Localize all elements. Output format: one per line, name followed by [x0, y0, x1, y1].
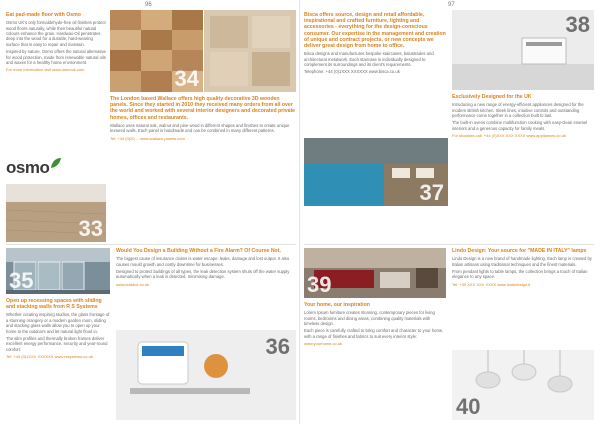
article-34-title: The London based Wallace offers high quality decorative 3D wooden panels. Since they started in 2010 they received many orders from all over the world and worked with several interior designers and decorated private homes, offices and restaurants.: [110, 96, 296, 121]
article-39-photo: [304, 248, 446, 298]
article-40-link[interactable]: Tel: +39 XXX XXX XXXX www.lindodesign.it: [452, 281, 531, 287]
article-40-title: Lindo Design: Your source for "MADE IN ITALY" lamps: [452, 248, 587, 254]
article-40-body2: From pendant lights to table lamps, the collection brings a touch of Italian elegance to any space.: [452, 269, 588, 280]
left-page-divider: [6, 244, 296, 245]
article-39-text: [304, 302, 446, 420]
article-39-body: Lorem Ipsum furniture creates stunning, contemporary pieces for living rooms, bedrooms and dining areas, combining quality materials with timeless design.: [304, 310, 435, 327]
article-34-photo: [110, 10, 203, 92]
article-35-photo: [6, 248, 110, 294]
article-34-number: 34: [174, 66, 199, 91]
article-40-body: Lindo Design is a new brand of handmade lighting. Each lamp is created by Italian artisans using traditional techniques and the finest materials.: [452, 256, 592, 267]
article-40-number: 40: [456, 394, 481, 419]
article-35-body2: The slim profiles and thermally broken frames deliver excellent energy performance, security and year-round comfort.: [6, 336, 108, 352]
article-34-text: [110, 96, 296, 236]
osmo-leaf-icon: [50, 157, 62, 169]
article-39-link[interactable]: www.yourhome.co.uk: [304, 341, 343, 347]
page-number-right: 97: [448, 2, 455, 8]
article-36-body: The biggest cause of insurance claims is water escape: leaks, damage and lost output. It also causes mould growth and costly downtime for businesses.: [116, 256, 290, 267]
wall-panel-detail-image: [204, 10, 296, 92]
article-36-photo: [116, 330, 296, 420]
article-33-body: Osmo UK's only formaldehyde-free oil finishes protect wood floors naturally, while their beautiful natural colours enhance the grain. Hardwax-Oil penetrates deep into the wood for a durable, hard-wearing surface that is easy to repair and maintain.: [6, 20, 106, 47]
article-33-title: Eat pad-made floor with Osmo: [6, 12, 81, 18]
article-34-body: Wallace uses natural oak, walnut and pine wood in different shapes and finishes to create unique textured walls. Each panel is handmade and can be combined in many different patterns.: [110, 122, 290, 134]
article-35-title: Open up recessing spaces with sliding and stacking walls from R S Systems: [6, 298, 102, 311]
article-38-photo: [452, 10, 594, 90]
article-38-body2: The built-in ovens combine multifunction cooking with easy-clean enamel interiors and a generous capacity for family meals.: [452, 120, 588, 131]
article-37-title: Bisca offers source, design and retail affordable, inspirational and crafted furniture, lighting and accessories - everything for the design-conscious consumer. Our expertise in the management and creation of unique and contract projects, or new concepts we deliver great design from home to office.: [304, 12, 446, 50]
article-34-side-photo: [204, 10, 296, 92]
article-38-text: [452, 94, 594, 244]
article-37-photo: [304, 138, 448, 206]
article-34-link[interactable]: Tel: +44 (0)20 ... www.wallace-panels.com: [110, 135, 185, 141]
article-40-photo: [452, 350, 594, 420]
article-33-photo: [6, 184, 106, 242]
article-35-text: [6, 298, 110, 420]
article-33-body2: Inspired by nature, Osmo offers the natural alternative for wood protection, made from renewable natural oils and waxes for a healthy home environment.: [6, 49, 106, 66]
article-35-number: 35: [9, 268, 34, 293]
article-38-number: 38: [565, 12, 590, 37]
article-38-title: Exclusively Designed for the UK: [452, 94, 532, 100]
article-36-text: [116, 248, 296, 330]
article-39-number: 39: [307, 272, 332, 297]
article-39-body2: Each piece is carefully crafted to bring comfort and character to your home, with a range of finishes and fabrics to suit every interior style.: [304, 328, 444, 339]
right-page-divider: [304, 244, 594, 245]
article-35-link[interactable]: Tel: +44 (0)1XXX XXXXXX www.rssystems.co.uk: [6, 354, 93, 360]
article-39-title: Your home, our inspiration: [304, 302, 370, 308]
article-37-text: [304, 12, 448, 132]
gutter-divider: [299, 0, 300, 424]
article-33-link[interactable]: For more information visit www.osmouk.com: [6, 67, 85, 73]
article-36-link[interactable]: www.leakbot.co.uk: [116, 281, 150, 287]
article-36-body2: Designed to protect buildings of all types, the leak detection system shuts off the water supply automatically when a leak is detected, minimising damage.: [116, 269, 290, 280]
article-33-number: 33: [78, 216, 103, 241]
page-number-left: 96: [145, 2, 152, 8]
article-38-link[interactable]: For stockists call: +44 (0)XXX XXX XXXX www.appliances.co.uk: [452, 133, 566, 139]
article-37-body: Bisca designs and manufactures bespoke staircases, balustrades and architectural metalwork. Each staircase is individually designed to complement its surroundings and its client's requirements.: [304, 51, 434, 68]
article-37-body2: Telephone: +44 (0)1XXX XXXXXX www.bisca.co.uk: [304, 69, 400, 75]
osmo-logo-area: [6, 152, 66, 182]
article-40-text: [452, 248, 594, 348]
article-36-title: Would You Design a Building Without a Fire Alarm? Of Course Not.: [116, 248, 281, 254]
article-36-number: 36: [265, 334, 290, 359]
article-37-number: 37: [419, 180, 444, 205]
osmo-logo: osmo: [6, 158, 50, 177]
article-38-body: Introducing a new range of energy-efficient appliances designed for the modern British kitchen. Sleek lines, intuitive controls and outstanding performance come together in a collection built to last.: [452, 102, 584, 119]
article-35-body: Whether creating inspiring studios, the glass frontage of a stunning orangery or a modern garden room, sliding and stacking glass walls allow you to open up your home to the outdoors and let natural light flood in.: [6, 312, 110, 334]
article-33-text: [6, 12, 106, 152]
